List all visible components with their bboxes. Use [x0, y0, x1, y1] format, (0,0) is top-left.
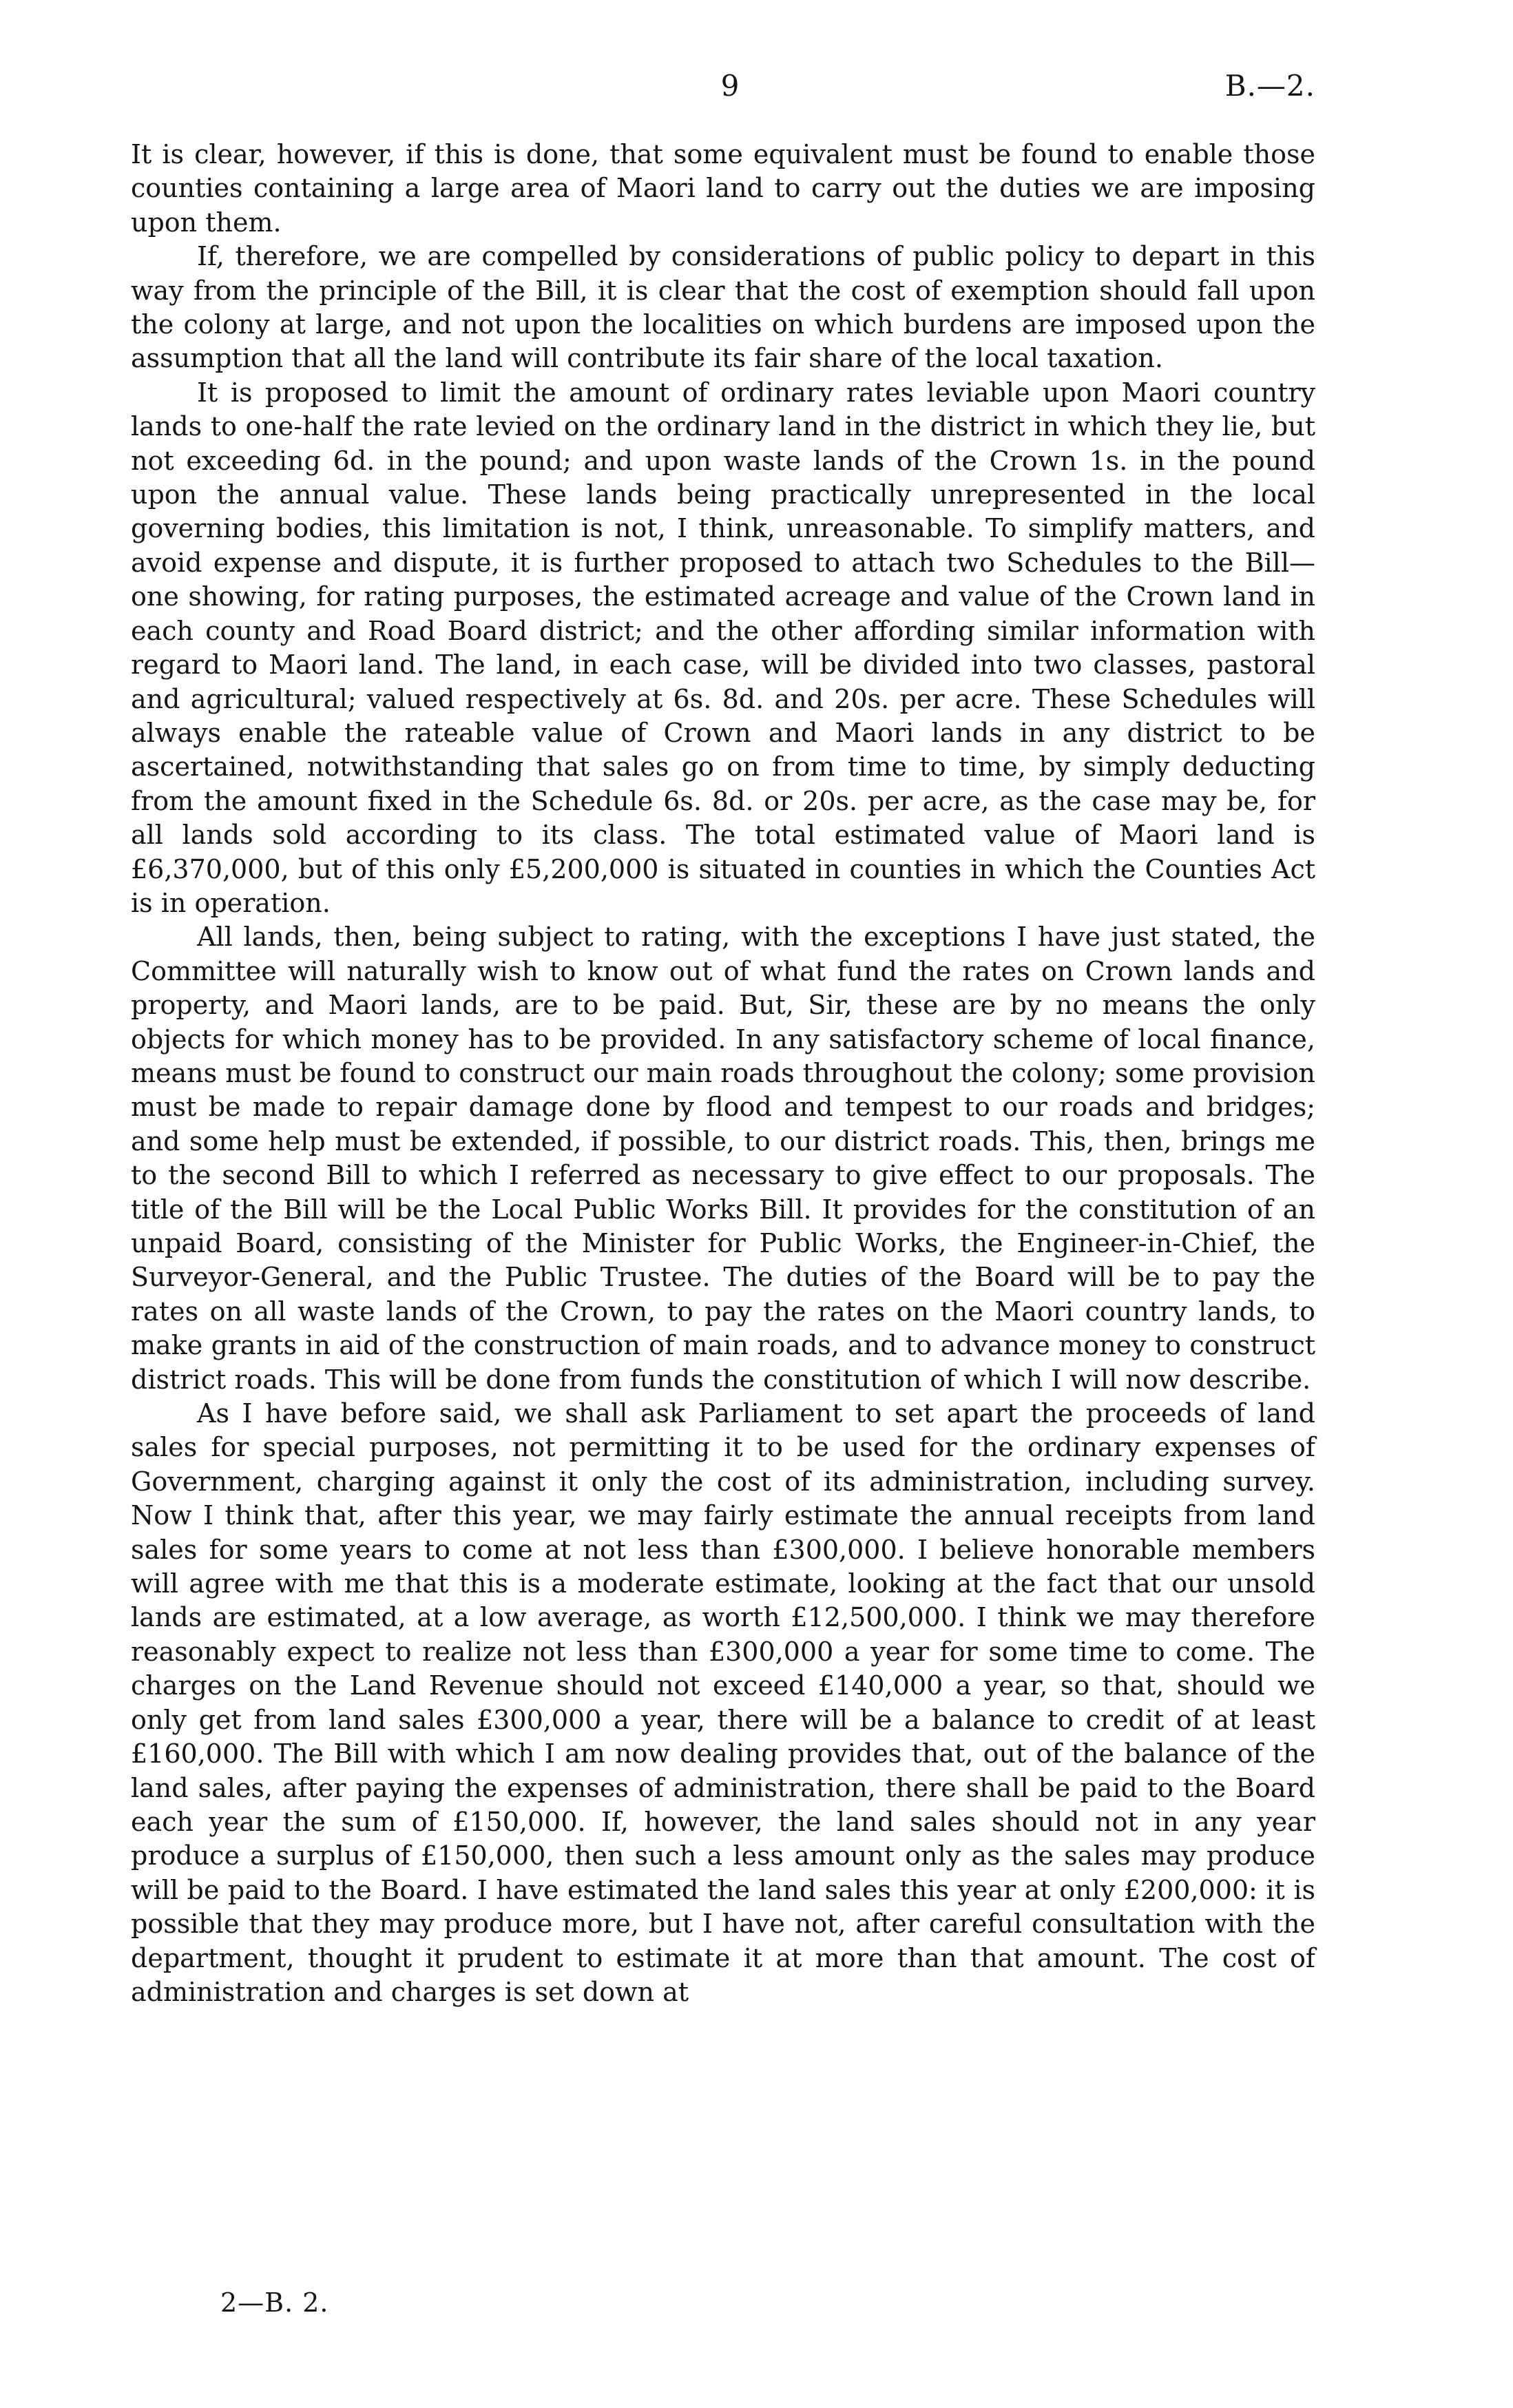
body-text: [131, 138, 1315, 2009]
page-number: 9: [720, 69, 740, 103]
page-reference: B.—2.: [1224, 69, 1315, 103]
paragraph-3: It is proposed to limit the amount of ordinary rates leviable upon Maori country lands to one-half the rate levied on the ordinary land in the district in which they lie, but not exceeding 6d. in the pound; and upon waste lands of the Crown 1s. in the pound upon the annual value. These lands being practically unrepresented in the local governing bodies, this limitation is not, I think, unreasonable. To simplify matters, and avoid expense and dispute, it is further proposed to attach two Schedules to the Bill—one showing, for rating purposes, the estimated acreage and value of the Crown land in each county and Road Board district; and the other affording similar information with regard to Maori land. The land, in each case, will be divided into two classes, pastoral and agricultural; valued respectively at 6s. 8d. and 20s. per acre. These Schedules will always enable the rateable value of Crown and Maori lands in any district to be ascertained, notwithstanding that sales go on from time to time, by simply deducting from the amount fixed in the Schedule 6s. 8d. or 20s. per acre, as the case may be, for all lands sold according to its class. The total estimated value of Maori land is £6,370,000, but of this only £5,200,000 is situated in counties in which the Counties Act is in operation.: [131, 377, 1315, 918]
sheet-signature: 2—B. 2.: [220, 2287, 329, 2318]
paragraph-4: All lands, then, being subject to rating, with the exceptions I have just stated, the Committee will naturally wish to know out of what fund the rates on Crown lands and property, and Maori lands, are to be paid. But, Sir, these are by no means the only objects for which money has to be provided. In any satisfactory scheme of local finance, means must be found to construct our main roads throughout the colony; some provision must be made to repair damage done by flood and tempest to our roads and bridges; and some help must be extended, if possible, to our district roads. This, then, brings me to the second Bill to which I referred as necessary to give effect to our proposals. The title of the Bill will be the Local Public Works Bill. It provides for the constitution of an unpaid Board, consisting of the Minister for Public Works, the Engineer-in-Chief, the Surveyor-General, and the Public Trustee. The duties of the Board will be to pay the rates on all waste lands of the Crown, to pay the rates on the Maori country lands, to make grants in aid of the construction of main roads, and to advance money to construct district roads. This will be done from funds the constitution of which I will now describe.: [131, 922, 1315, 1395]
paragraph-5: As I have before said, we shall ask Parliament to set apart the proceeds of land sales for special purposes, not permitting it to be used for the ordinary expenses of Government, charging against it only the cost of its administration, including survey. Now I think that, after this year, we may fairly estimate the annual receipts from land sales for some years to come at not less than £300,000. I believe honorable members will agree with me that this is a moderate estimate, looking at the fact that our unsold lands are estimated, at a low average, as worth £12,500,000. I think we may therefore reasonably expect to realize not less than £300,000 a year for some time to come. The charges on the Land Revenue should not exceed £140,000 a year, so that, should we only get from land sales £300,000 a year, there will be a balance to credit of at least £160,000. The Bill with which I am now dealing provides that, out of the balance of the land sales, after paying the expenses of administration, there shall be paid to the Board each year the sum of £150,000. If, however, the land sales should not in any year produce a surplus of £150,000, then such a less amount only as the sales may produce will be paid to the Board. I have estimated the land sales this year at only £200,000: it is possible that they may produce more, but I have not, after careful consultation with the department, thought it prudent to estimate it at more than that amount. The cost of administration and charges is set down at: [131, 1398, 1315, 2007]
paragraph-1: It is clear, however, if this is done, that some equivalent must be found to enable those counties containing a large area of Maori land to carry out the duties we are imposing upon them.: [131, 139, 1315, 238]
paragraph-2: If, therefore, we are compelled by considerations of public policy to depart in this way from the principle of the Bill, it is clear that the cost of exemption should fall upon the colony at large, and not upon the localities on which burdens are imposed upon the assumption that all the land will contribute its fair share of the local taxation.: [131, 241, 1315, 374]
